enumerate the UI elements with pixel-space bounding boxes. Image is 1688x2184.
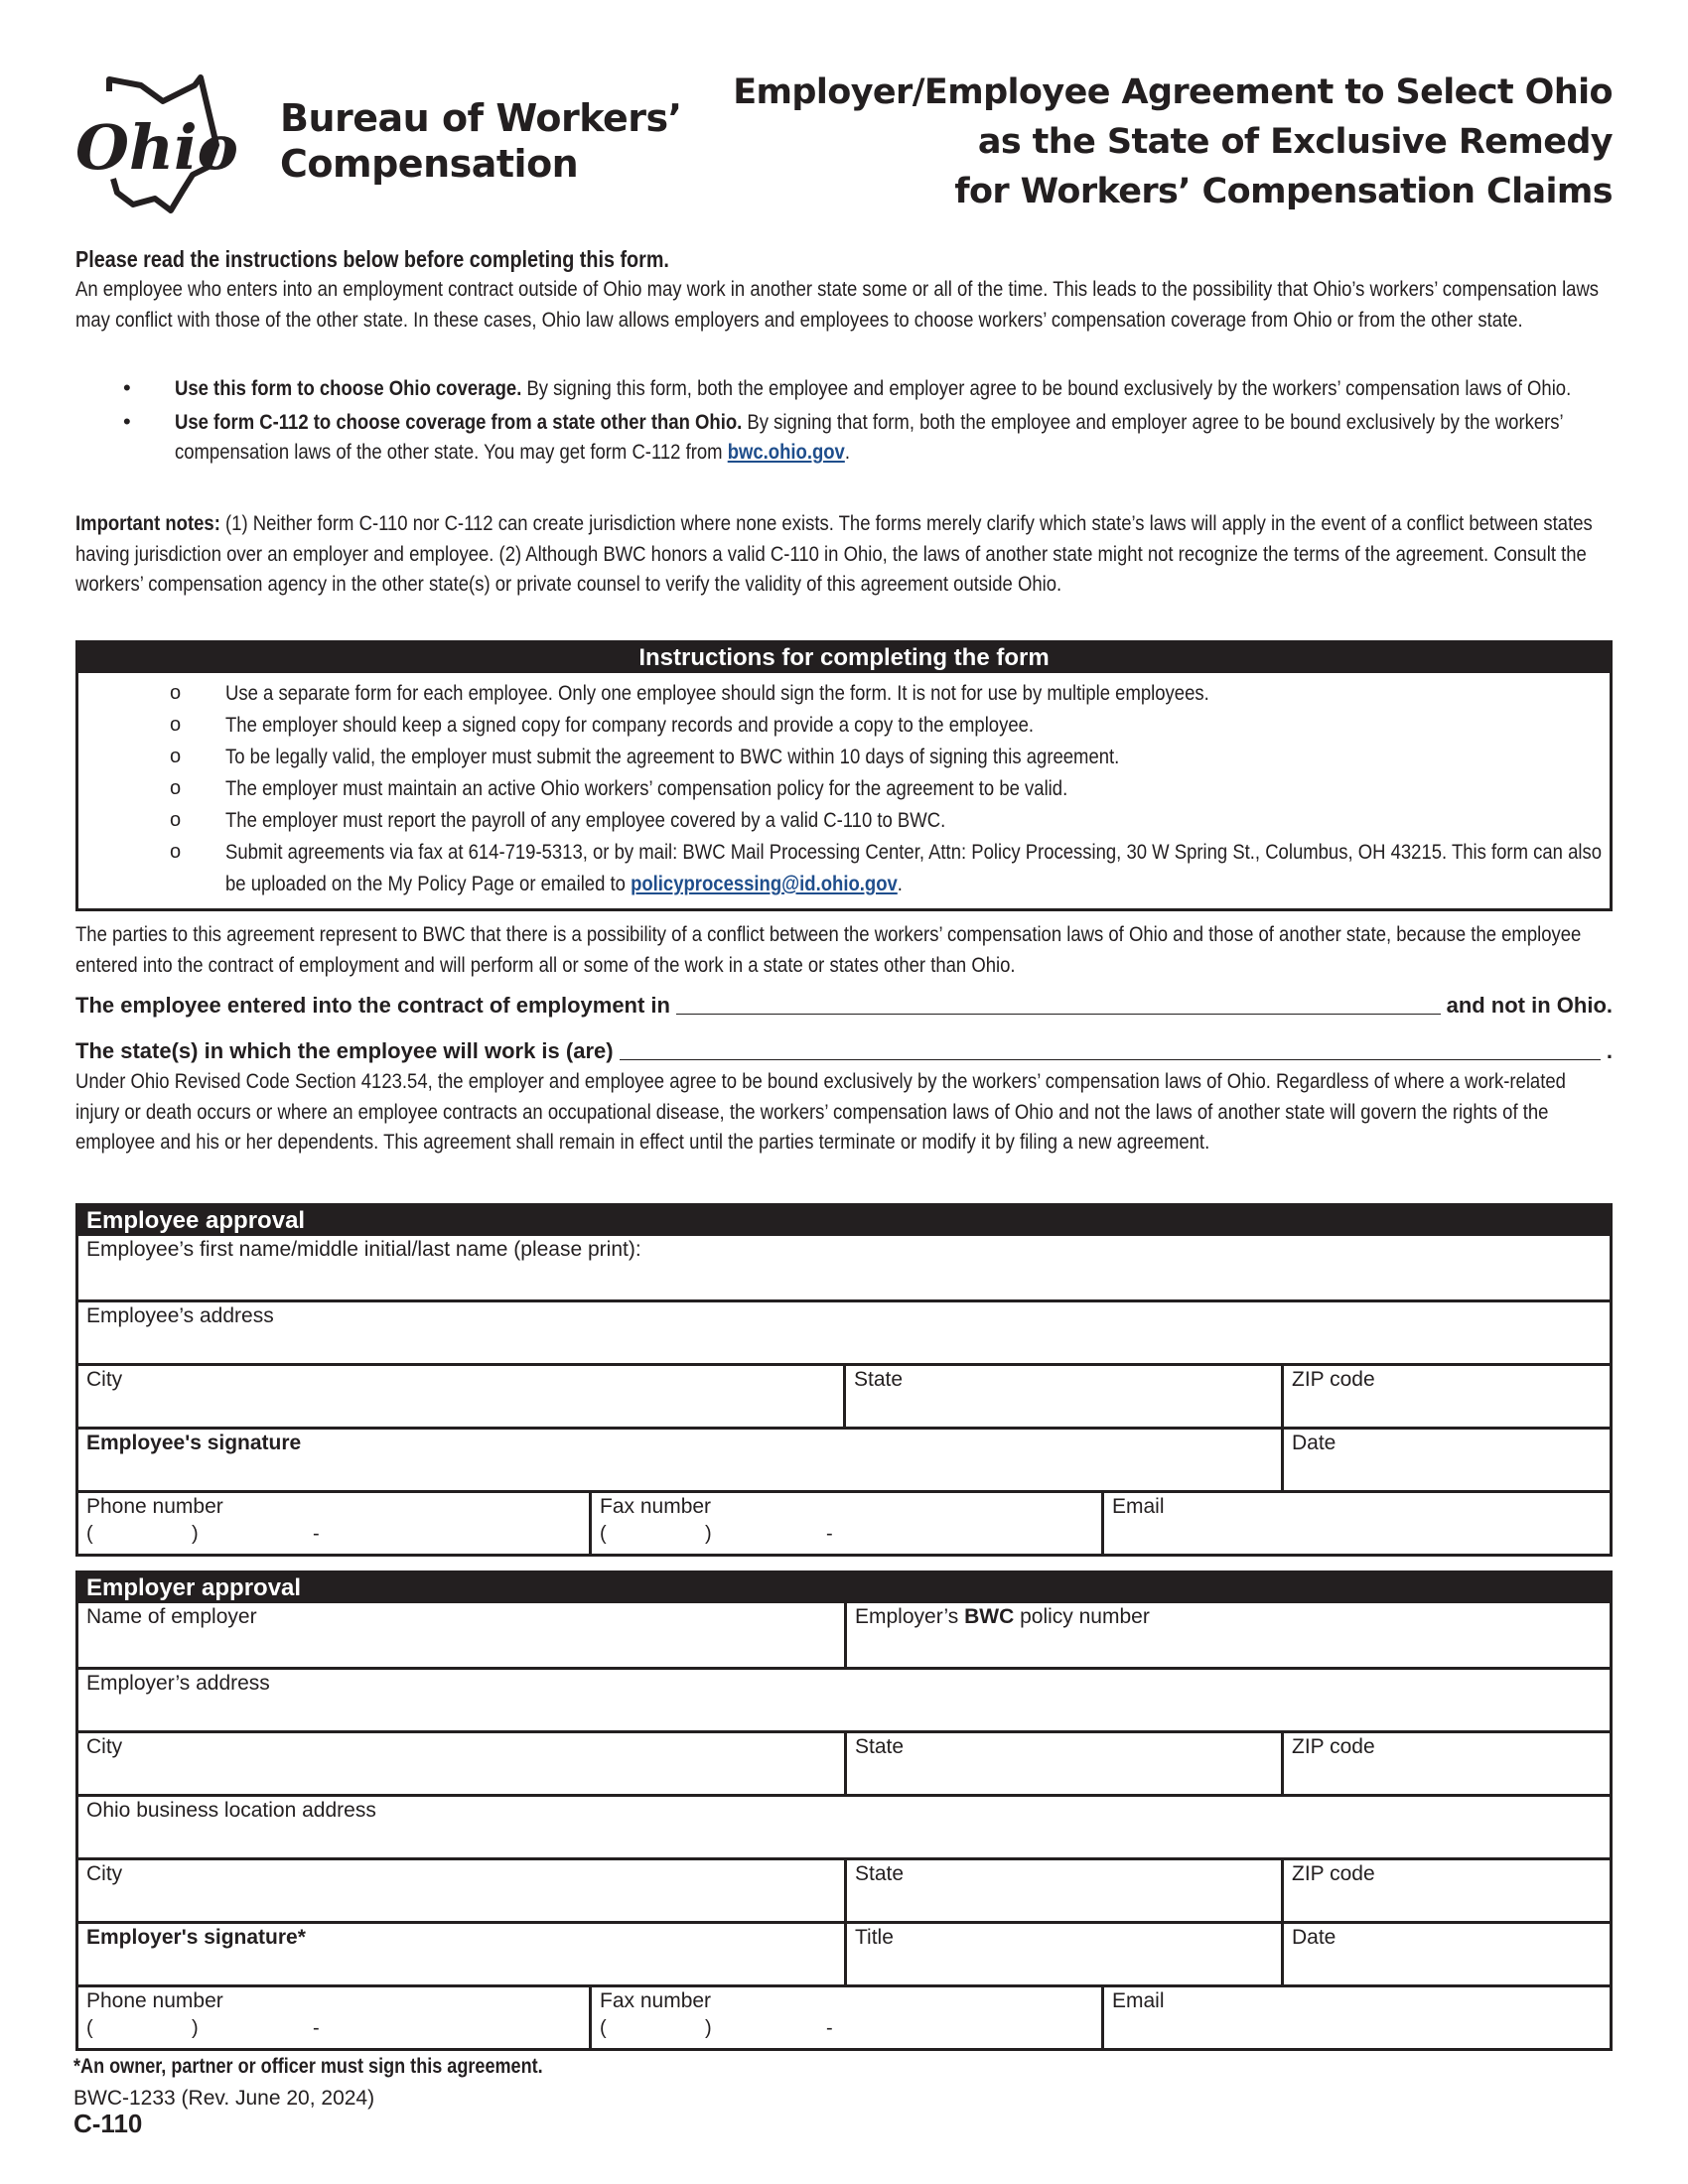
- legal-paragraph: Under Ohio Revised Code Section 4123.54, the employer and employee agree to be bound exclusively by the workers’ compensation laws of Ohio. Regardless of where a work-related injury or death occurs or where an employee contracts an occupational disease, the workers’ compensation laws of Ohio and not the laws of another state will govern the rights of the employee and his or her dependents. This agreement shall remain in effect until the parties terminate or modify it by filing a new agreement.: [75, 1069, 1566, 1154]
- work-states-input[interactable]: [620, 1038, 1601, 1060]
- employer-approval-heading: Employer approval: [78, 1573, 1610, 1603]
- field-label: Fax number: [600, 1989, 712, 2012]
- instructions-box: [75, 640, 1613, 911]
- field-label: Phone number: [86, 1989, 223, 2012]
- employee-email-field[interactable]: [1101, 1493, 1610, 1554]
- field-label: Phone number: [86, 1495, 223, 1518]
- ohio-logo: [71, 71, 260, 220]
- form-revision: BWC-1233 (Rev. June 20, 2024): [73, 2087, 375, 2110]
- employee-date-field[interactable]: [1281, 1430, 1610, 1490]
- employee-approval-heading: Employee approval: [78, 1206, 1610, 1236]
- employer-name-field[interactable]: [78, 1603, 844, 1667]
- work-states-line: [75, 1036, 1613, 1066]
- circle-bullet-icon: o: [170, 841, 182, 863]
- employer-email-field[interactable]: [1101, 1987, 1610, 2048]
- field-label: State: [855, 1862, 905, 1885]
- intro-heading: Please read the instructions below before completing this form.: [75, 246, 669, 272]
- instruction-item: o The employer should keep a signed copy for company records and provide a copy to the employee.: [78, 709, 1610, 741]
- instruction-item: o The employer must maintain an active Ohio workers’ compensation policy for the agreement to be valid.: [78, 772, 1610, 804]
- circle-bullet-icon: o: [170, 682, 182, 704]
- field-label: Email: [1112, 1495, 1165, 1518]
- bullet-icon: •: [123, 375, 131, 400]
- instruction-item: o To be legally valid, the employer must submit the agreement to BWC within 10 days of signing this agreement.: [78, 741, 1610, 772]
- field-label: State: [854, 1368, 904, 1391]
- circle-bullet-icon: o: [170, 777, 182, 799]
- field-label: Employee's signature: [86, 1432, 302, 1454]
- circle-bullet-icon: o: [170, 714, 182, 736]
- agency-name-line2: Compensation: [280, 142, 579, 186]
- parties-paragraph: The parties to this agreement represent to BWC that there is a possibility of a conflict between the workers’ compensation laws of Ohio and those of another state, because the employee entered into the contract of employment and will perform all or some of the work in a state or states other than Ohio.: [75, 922, 1582, 977]
- bwc-website-link[interactable]: bwc.ohio.gov: [727, 440, 845, 464]
- field-label: Employee’s address: [86, 1304, 274, 1327]
- bullet-ohio-coverage: • Use this form to choose Ohio coverage. By signing this form, both the employee and employer agree to be bound exclusively by the workers’ compensation laws of Ohio.: [119, 373, 1609, 404]
- instructions-heading: Instructions for completing the form: [78, 643, 1610, 673]
- instruction-item: o Use a separate form for each employee. Only one employee should sign the form. It is not for use by multiple employees.: [78, 677, 1610, 709]
- svg-text:Ohio: Ohio: [75, 111, 238, 184]
- contract-state-suffix: and not in Ohio.: [1446, 993, 1613, 1018]
- field-label: City: [86, 1735, 123, 1758]
- field-label: Fax number: [600, 1495, 712, 1518]
- employer-phone-field[interactable]: Phone number ( ) -: [86, 1989, 320, 2039]
- title-line-1: Employer/Employee Agreement to Select Ohio: [733, 72, 1613, 112]
- circle-bullet-icon: o: [170, 809, 182, 831]
- coverage-bullets: [119, 373, 1609, 471]
- field-label: Date: [1292, 1432, 1336, 1454]
- agency-name-line1: Bureau of Workers’: [280, 96, 682, 140]
- field-label: City: [86, 1862, 123, 1885]
- employee-approval-section: [75, 1203, 1613, 1557]
- employee-city-field[interactable]: [78, 1366, 843, 1427]
- field-label: City: [86, 1368, 123, 1391]
- employee-state-field[interactable]: [843, 1366, 1281, 1427]
- field-label: ZIP code: [1292, 1368, 1375, 1391]
- work-states-label: The state(s) in which the employee will work is (are): [75, 1038, 614, 1063]
- field-label: State: [855, 1735, 905, 1758]
- intro-paragraph: An employee who enters into an employment contract outside of Ohio may work in another state some or all of the time. This leads to the possibility that Ohio’s workers’ compensation laws may conflict with those of the other state. In these cases, Ohio law allows employers and employees to choose workers’ compensation coverage from Ohio or from the other state.: [75, 277, 1600, 332]
- document-title: [719, 68, 1613, 216]
- circle-bullet-icon: o: [170, 746, 182, 767]
- field-label: Employer's signature*: [86, 1926, 306, 1949]
- signature-footnote: *An owner, partner or officer must sign this agreement.: [73, 2055, 543, 2078]
- field-label: ZIP code: [1292, 1735, 1375, 1758]
- employee-address-field[interactable]: [78, 1302, 1610, 1363]
- field-label: Name of employer: [86, 1605, 257, 1628]
- field-label: Date: [1292, 1926, 1336, 1949]
- important-notes: Important notes: (1) Neither form C-110 nor C-112 can create jurisdiction where none exists. The forms merely clarify which state’s laws will apply in the event of a conflict between states having jurisdiction over an employer and employee. (2) Although BWC honors a valid C-110 in Ohio, the laws of another state might not recognize the terms of the agreement. Consult the workers’ compensation agency in the other state(s) or private counsel to verify the validity of this agreement outside Ohio.: [75, 511, 1593, 596]
- bullet-other-state-coverage: • Use form C-112 to choose coverage from a state other than Ohio. By signing that form, both the employee and employer agree to be bound exclusively by the workers’ compensation laws of the other state. You may get form C-112 from bwc.ohio.gov.: [123, 408, 1563, 464]
- field-label: Ohio business location address: [86, 1799, 376, 1822]
- employer-address-field[interactable]: [78, 1670, 1610, 1730]
- employee-name-field[interactable]: [78, 1236, 1610, 1299]
- employer-approval-section: [75, 1570, 1613, 2051]
- employee-fax-field[interactable]: Fax number ( ) -: [589, 1493, 1101, 1554]
- field-label: Title: [855, 1926, 894, 1949]
- employer-policy-number-field[interactable]: Employer’s BWC policy number: [844, 1603, 1610, 1667]
- field-label: Employer’s address: [86, 1672, 270, 1695]
- field-label: Employee’s first name/middle initial/last name (please print):: [86, 1238, 641, 1261]
- field-label: Email: [1112, 1989, 1165, 2012]
- employer-zip-field[interactable]: [1281, 1733, 1610, 1794]
- employee-signature-field[interactable]: [78, 1430, 1281, 1490]
- field-label: ZIP code: [1292, 1862, 1375, 1885]
- ohio-business-state-field[interactable]: [844, 1860, 1281, 1921]
- bullet-icon: •: [123, 408, 131, 434]
- form-code: C-110: [73, 2109, 143, 2138]
- ohio-business-city-field[interactable]: [78, 1860, 844, 1921]
- title-line-2: as the State of Exclusive Remedy: [977, 122, 1613, 162]
- instruction-item: o The employer must report the payroll of any employee covered by a valid C-110 to BWC.: [78, 804, 1610, 836]
- contract-state-line: [75, 991, 1613, 1021]
- employer-signature-field[interactable]: [78, 1924, 844, 1984]
- employee-phone-field[interactable]: Phone number ( ) -: [86, 1495, 320, 1545]
- title-line-3: for Workers’ Compensation Claims: [954, 172, 1613, 211]
- contract-state-input[interactable]: [676, 993, 1441, 1015]
- ohio-state-outline-icon: [71, 71, 260, 220]
- contract-state-label: The employee entered into the contract of employment in: [75, 993, 670, 1018]
- ohio-business-zip-field[interactable]: [1281, 1860, 1610, 1921]
- policy-processing-email-link[interactable]: policyprocessing@id.ohio.gov: [631, 872, 898, 895]
- employer-date-field[interactable]: [1281, 1924, 1610, 1984]
- employer-city-field[interactable]: [78, 1733, 844, 1794]
- employee-zip-field[interactable]: [1281, 1366, 1610, 1427]
- employer-fax-field[interactable]: Fax number ( ) -: [589, 1987, 1101, 2048]
- instruction-item-submit: o Submit agreements via fax at 614-719-5313, or by mail: BWC Mail Processing Center, Attn: Policy Processing, 30 W Spring St., Columbus, OH 43215. This form can also be uploaded on the My Policy Page or emailed to policyprocessing@id.ohio.gov.: [78, 836, 1610, 899]
- work-states-suffix: .: [1606, 1038, 1613, 1063]
- agency-name: [280, 95, 682, 187]
- employer-state-field[interactable]: [844, 1733, 1281, 1794]
- employer-title-field[interactable]: [844, 1924, 1281, 1984]
- ohio-business-address-field[interactable]: [78, 1797, 1610, 1857]
